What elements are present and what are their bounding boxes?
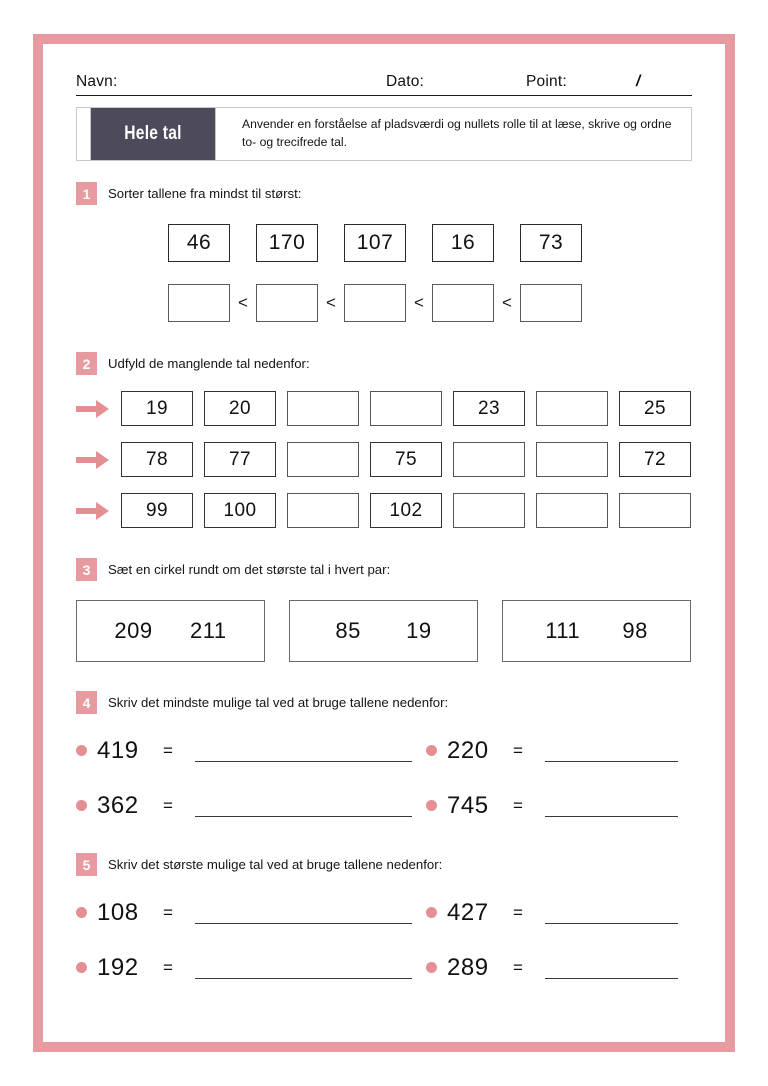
sequence-cell: 23 — [453, 391, 525, 426]
topic-banner — [76, 107, 692, 161]
exercise-5-title: Skriv det største mulige tal ved at bruge tallene nedenfor: — [108, 857, 443, 872]
sequence-cell: 102 — [370, 493, 442, 528]
sequence-cell: 78 — [121, 442, 193, 477]
question-item — [76, 728, 426, 773]
sequence-cell: 25 — [619, 391, 691, 426]
bullet-icon — [76, 800, 87, 811]
number-pair-box[interactable] — [289, 600, 478, 662]
answer-line[interactable] — [195, 902, 412, 924]
question-item — [76, 945, 426, 990]
exercise-5-badge: 5 — [76, 853, 97, 876]
question-number: 289 — [447, 953, 489, 981]
answer-line[interactable] — [545, 957, 678, 979]
worksheet-page — [33, 34, 735, 1052]
question-item — [76, 783, 426, 828]
points-label: Point: — [526, 73, 567, 90]
number-box: 46 — [168, 224, 230, 262]
exercise-4-badge: 4 — [76, 691, 97, 714]
answer-box[interactable] — [168, 284, 230, 322]
arrow-right-icon — [76, 500, 110, 522]
sequence-row — [76, 493, 692, 528]
exercise-4-items — [76, 728, 692, 828]
sequence-blank-cell[interactable] — [536, 442, 608, 477]
points-separator: / — [636, 73, 641, 90]
worksheet-content — [43, 44, 725, 1042]
sequence-blank-cell[interactable] — [287, 493, 359, 528]
exercise-3 — [76, 558, 692, 662]
question-number: 362 — [97, 791, 139, 819]
less-than-sign: < — [414, 293, 424, 312]
answer-box[interactable] — [344, 284, 406, 322]
bullet-icon — [426, 962, 437, 973]
bullet-icon — [76, 745, 87, 756]
sequence-blank-cell[interactable] — [453, 493, 525, 528]
question-item — [426, 728, 692, 773]
answer-line[interactable] — [545, 740, 678, 762]
sequence-cell: 72 — [619, 442, 691, 477]
arrow-right-icon — [76, 398, 110, 420]
sequence-row — [76, 442, 692, 477]
exercise-5-heading — [76, 853, 692, 876]
sequence-cell: 99 — [121, 493, 193, 528]
exercise-5 — [76, 853, 692, 990]
exercise-1-badge: 1 — [76, 182, 97, 205]
sequence-cell: 20 — [204, 391, 276, 426]
answer-line[interactable] — [195, 795, 412, 817]
sequence-blank-cell[interactable] — [370, 391, 442, 426]
number-box: 107 — [344, 224, 406, 262]
exercise-3-badge: 3 — [76, 558, 97, 581]
question-item — [426, 945, 692, 990]
answer-line[interactable] — [195, 740, 412, 762]
sequence-cell: 100 — [204, 493, 276, 528]
exercise-1-answer-row — [76, 284, 692, 322]
sequence-blank-cell[interactable] — [287, 442, 359, 477]
topic-title: Hele tal — [91, 108, 216, 160]
less-than-sign: < — [238, 293, 248, 312]
question-item — [426, 890, 692, 935]
pair-number[interactable]: 211 — [190, 618, 227, 643]
pair-number[interactable]: 111 — [545, 618, 581, 643]
number-pair-box[interactable] — [76, 600, 265, 662]
sequence-blank-cell[interactable] — [536, 391, 608, 426]
answer-line[interactable] — [195, 957, 412, 979]
sequence-row — [76, 391, 692, 426]
question-number: 419 — [97, 736, 139, 764]
number-box: 16 — [432, 224, 494, 262]
answer-line[interactable] — [545, 795, 678, 817]
sequence-cell: 19 — [121, 391, 193, 426]
question-item — [426, 783, 692, 828]
question-item — [76, 890, 426, 935]
exercise-1 — [76, 182, 692, 322]
name-label: Navn: — [76, 73, 118, 90]
exercise-4-title: Skriv det mindste mulige tal ved at bruge tallene nedenfor: — [108, 695, 449, 710]
bullet-icon — [426, 907, 437, 918]
sequence-blank-cell[interactable] — [536, 493, 608, 528]
less-than-sign: < — [326, 293, 336, 312]
arrow-right-icon — [76, 449, 110, 471]
exercise-3-title: Sæt en cirkel rundt om det største tal i hvert par: — [108, 562, 391, 577]
number-pair-box[interactable] — [502, 600, 691, 662]
answer-line[interactable] — [545, 902, 678, 924]
sequence-blank-cell[interactable] — [619, 493, 691, 528]
exercise-4 — [76, 691, 692, 828]
sequence-cell: 75 — [370, 442, 442, 477]
exercise-3-heading — [76, 558, 692, 581]
topic-description: Anvender en forståelse af pladsværdi og nullets rolle til at læse, skrive og ordne to- og trecifrede tal. — [242, 117, 672, 149]
exercise-3-pairs — [76, 600, 692, 662]
sequence-cell: 77 — [204, 442, 276, 477]
equals-sign: = — [513, 957, 523, 977]
equals-sign: = — [163, 957, 173, 977]
date-label: Dato: — [386, 73, 425, 90]
sequence-blank-cell[interactable] — [453, 442, 525, 477]
pair-number[interactable]: 209 — [114, 618, 153, 643]
answer-box[interactable] — [432, 284, 494, 322]
exercise-1-heading — [76, 182, 692, 205]
question-number: 108 — [97, 898, 139, 926]
bullet-icon — [76, 962, 87, 973]
exercise-2 — [76, 352, 692, 528]
answer-box[interactable] — [256, 284, 318, 322]
equals-sign: = — [163, 902, 173, 922]
pair-number[interactable]: 19 — [406, 618, 432, 643]
exercise-2-title: Udfyld de manglende tal nedenfor: — [108, 356, 310, 371]
exercise-2-heading — [76, 352, 692, 375]
equals-sign: = — [513, 740, 523, 760]
bullet-icon — [76, 907, 87, 918]
answer-box[interactable] — [520, 284, 582, 322]
question-number: 220 — [447, 736, 489, 764]
exercise-5-items — [76, 890, 692, 990]
bullet-icon — [426, 800, 437, 811]
number-box: 170 — [256, 224, 318, 262]
question-number: 192 — [97, 953, 139, 981]
bullet-icon — [426, 745, 437, 756]
equals-sign: = — [163, 795, 173, 815]
question-number: 427 — [447, 898, 489, 926]
equals-sign: = — [513, 902, 523, 922]
exercise-1-given-numbers — [76, 224, 692, 262]
exercise-1-title: Sorter tallene fra mindst til størst: — [108, 186, 302, 201]
question-number: 745 — [447, 791, 489, 819]
exercise-4-heading — [76, 691, 692, 714]
less-than-sign: < — [502, 293, 512, 312]
pair-number[interactable]: 98 — [622, 618, 648, 643]
sequence-blank-cell[interactable] — [287, 391, 359, 426]
number-box: 73 — [520, 224, 582, 262]
equals-sign: = — [513, 795, 523, 815]
pair-number[interactable]: 85 — [335, 618, 361, 643]
equals-sign: = — [163, 740, 173, 760]
worksheet-header — [76, 66, 692, 96]
exercise-2-badge: 2 — [76, 352, 97, 375]
